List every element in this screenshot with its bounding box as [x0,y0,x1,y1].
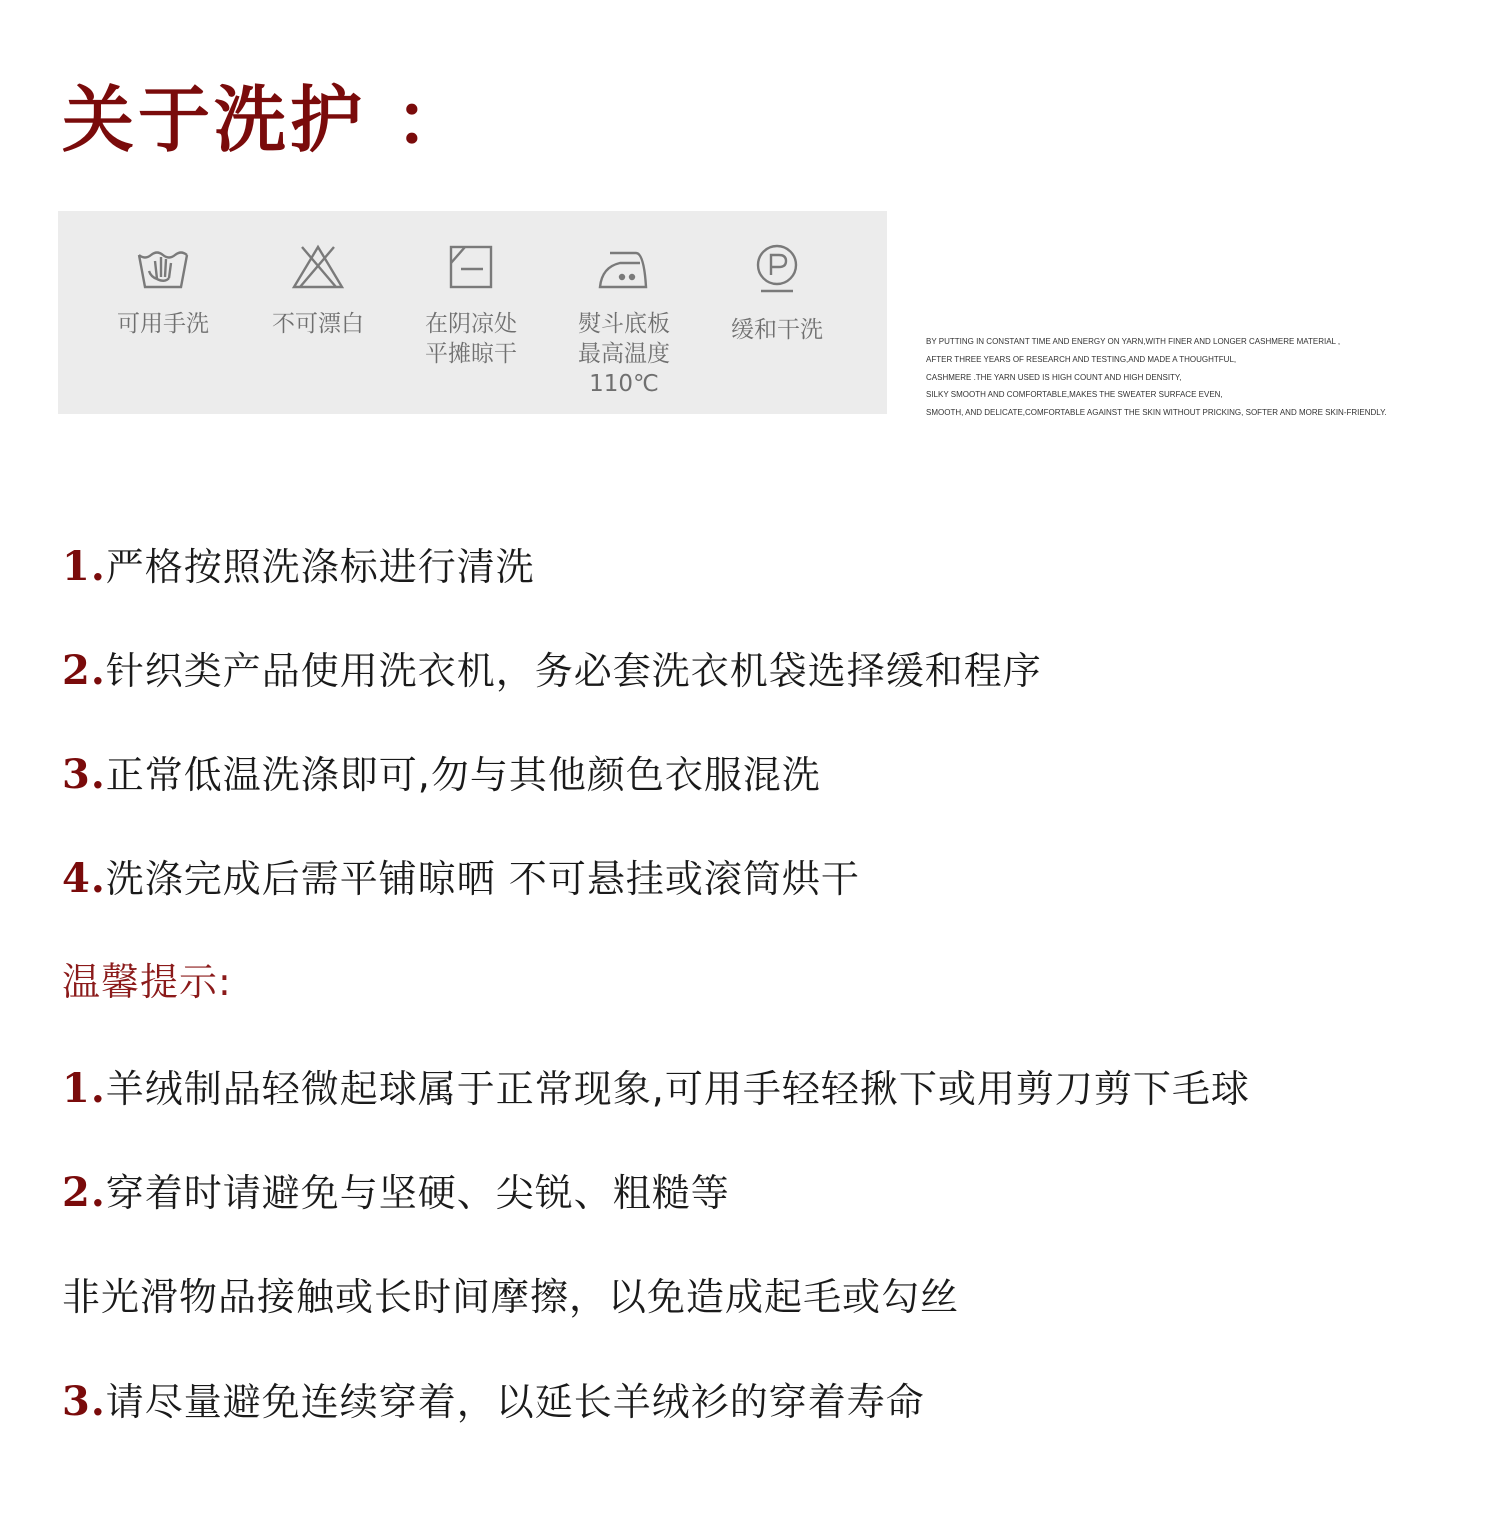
care-item-dry-flat [394,241,548,369]
hand-wash-icon [135,241,191,291]
care-label-dry-clean: 缓和干洗 [731,317,823,343]
no-bleach-icon [290,241,346,291]
care-item-no-bleach [241,241,395,339]
tip-item [62,1275,959,1319]
instruction-text: 针织类产品使用洗衣机，务必套洗衣机袋选择缓和程序 [105,649,1042,693]
care-label-dry-flat: 在阴凉处 平摊晾干 [425,311,517,367]
tips-title: 温馨提示: [62,960,232,1004]
instruction-number: 4. [62,855,106,902]
page-title: 关于洗护 ： [62,78,472,162]
iron-icon [596,241,652,291]
care-item-dry-clean [700,241,854,345]
care-symbols-panel [58,211,887,414]
instruction-item [62,545,535,589]
instruction-item [62,649,1042,693]
description-line: BY PUTTING IN CONSTANT TIME AND ENERGY ON YARN,WITH FINER AND LONGER CASHMERE MATERIAL , [926,337,1341,346]
instruction-text: 洗涤完成后需平铺晾晒 不可悬挂或滚筒烘干 [105,857,860,901]
care-label-hand-wash: 可用手洗 [117,311,209,337]
description-line: AFTER THREE YEARS OF RESEARCH AND TESTING,AND MADE A THOUGHTFUL, [926,354,1237,364]
dry-flat-shade-icon [443,241,499,291]
gentle-dry-clean-icon [749,241,805,297]
instruction-item [62,857,860,901]
tip-item [62,1380,925,1424]
instruction-item [62,753,821,797]
tip-item [62,1171,730,1215]
tip-item [62,1067,1250,1111]
description-line: CASHMERE .THE YARN USED IS HIGH COUNT AND HIGH DENSITY, [926,372,1182,382]
care-item-hand-wash [86,241,240,339]
tip-text: 请尽量避免连续穿着，以延长羊绒衫的穿着寿命 [105,1380,925,1424]
description-line: SILKY SMOOTH AND COMFORTABLE,MAKES THE SWEATER SURFACE EVEN, [926,390,1223,400]
instruction-text: 严格按照洗涤标进行清洗 [105,545,535,589]
description-line: SMOOTH, AND DELICATE,COMFORTABLE AGAINST THE SKIN WITHOUT PRICKING, SOFTER AND MORE SKIN-FRIENDLY. [926,408,1387,418]
tip-number: 3. [62,1378,106,1425]
instruction-number: 1. [62,543,106,590]
tip-text: 非光滑物品接触或长时间摩擦，以免造成起毛或勾丝 [62,1275,960,1319]
tip-text: 羊绒制品轻微起球属于正常现象,可用手轻轻揪下或用剪刀剪下毛球 [105,1067,1250,1111]
tip-number: 2. [62,1169,106,1216]
tip-text: 穿着时请避免与坚硬、尖锐、粗糙等 [105,1171,730,1215]
product-description [926,333,1486,422]
care-label-no-bleach: 不可漂白 [272,311,364,337]
instruction-text: 正常低温洗涤即可,勿与其他颜色衣服混洗 [105,753,821,797]
instruction-number: 2. [62,647,106,694]
care-label-iron: 熨斗底板 最高温度 110℃ [578,311,670,397]
tip-number: 1. [62,1065,106,1112]
instruction-number: 3. [62,751,106,798]
care-item-iron [547,241,701,399]
